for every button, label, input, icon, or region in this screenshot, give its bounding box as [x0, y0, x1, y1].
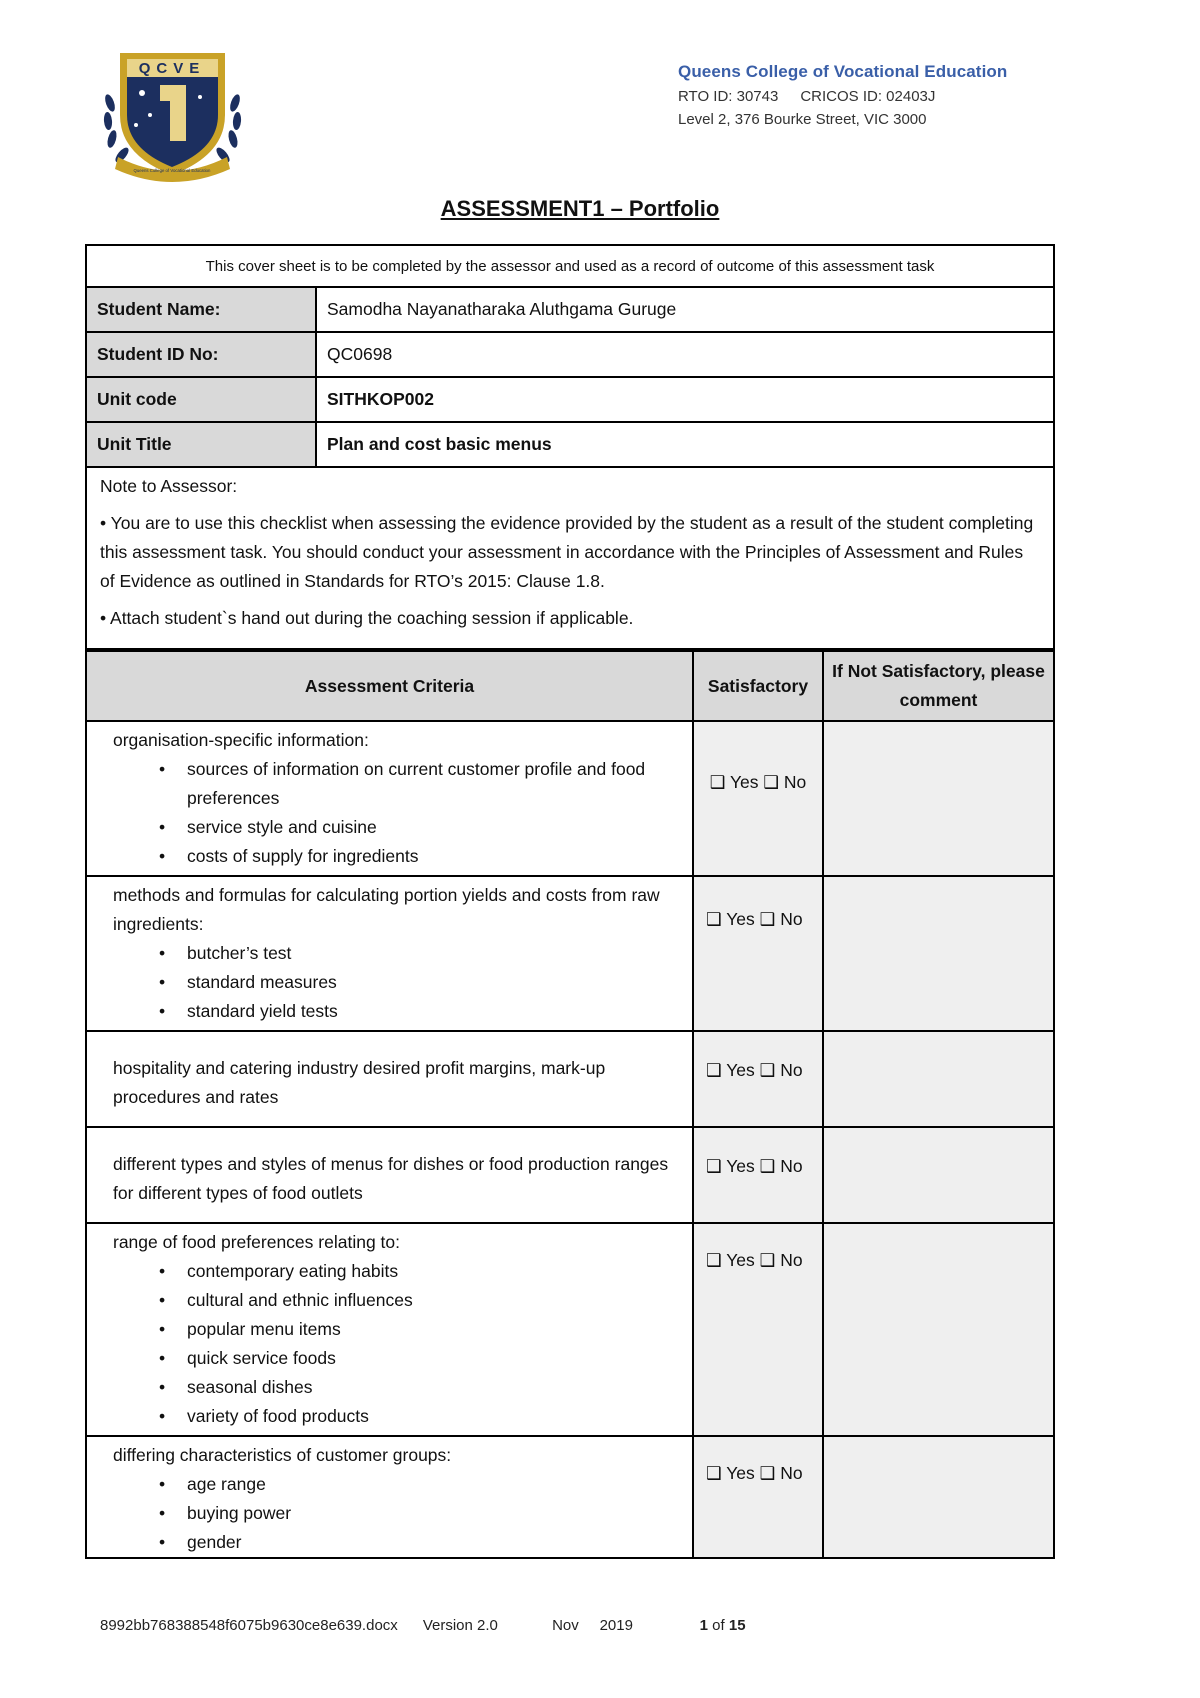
footer-of: of	[712, 1617, 725, 1634]
qcve-logo	[100, 45, 245, 185]
criteria-row	[86, 1031, 1054, 1127]
student-id-label: Student ID No:	[86, 332, 316, 377]
criteria-heading: different types and styles of menus for dishes or food production ranges for different types of food outlets	[113, 1154, 669, 1203]
criteria-heading: differing characteristics of customer groups:	[113, 1445, 452, 1465]
criteria-row	[86, 721, 1054, 876]
criteria-header: Assessment Criteria	[86, 651, 693, 721]
footer-version: Version 2.0	[422, 1617, 498, 1634]
assessor-note	[86, 467, 1054, 649]
yes-no-checkbox[interactable]: ❑ Yes ❑ No	[693, 1031, 823, 1127]
criteria-cell	[86, 1127, 693, 1223]
footer-page: 1	[699, 1617, 708, 1634]
cover-sheet-table	[85, 244, 1055, 650]
cricos-id: CRICOS ID: 02403J	[800, 88, 936, 105]
criteria-item: • popular menu items	[159, 1315, 682, 1344]
note-attach: • Attach student`s hand out during the coaching session if applicable.	[100, 608, 634, 628]
student-name-value: Samodha Nayanatharaka Aluthgama Guruge	[316, 287, 1054, 332]
criteria-row	[86, 1223, 1054, 1436]
criteria-item: • contemporary eating habits	[159, 1257, 682, 1286]
unit-title-value: Plan and cost basic menus	[316, 422, 1054, 467]
comment-cell[interactable]	[823, 721, 1054, 876]
criteria-item: • age range	[159, 1470, 682, 1499]
criteria-heading: organisation-specific information:	[113, 730, 369, 750]
footer-total: 15	[728, 1617, 746, 1634]
unit-code-label: Unit code	[86, 377, 316, 422]
satisfactory-header: Satisfactory	[693, 651, 823, 721]
student-id-value: QC0698	[316, 332, 1054, 377]
criteria-cell	[86, 1031, 693, 1127]
comment-cell[interactable]	[823, 1031, 1054, 1127]
student-name-label: Student Name:	[86, 287, 316, 332]
criteria-item: • costs of supply for ingredients	[159, 842, 682, 871]
criteria-item: • gender	[159, 1528, 682, 1557]
comment-header: If Not Satisfactory, please comment	[823, 651, 1054, 721]
note-checklist: • You are to use this checklist when assessing the evidence provided by the student as a result of the student completing this assessment task. You should conduct your assessment in accordance with the Principles of Assessment and Rules of Evidence as outlined in Standards for RTO’s 2015: Clause 1.8.	[100, 513, 1034, 591]
cover-intro: This cover sheet is to be completed by the assessor and used as a record of outcome of this assessment task	[86, 245, 1054, 287]
yes-no-checkbox[interactable]: ❑ Yes ❑ No	[693, 1127, 823, 1223]
criteria-cell	[86, 876, 693, 1031]
yes-no-checkbox[interactable]: ❑ Yes ❑ No	[693, 721, 823, 876]
footer-month: Nov	[552, 1617, 579, 1634]
criteria-cell	[86, 1436, 693, 1558]
criteria-item: • variety of food products	[159, 1402, 682, 1431]
criteria-item: • cultural and ethnic influences	[159, 1286, 682, 1315]
criteria-heading: methods and formulas for calculating portion yields and costs from raw ingredients:	[113, 885, 660, 934]
yes-no-checkbox[interactable]: ❑ Yes ❑ No	[693, 1436, 823, 1558]
rto-id: RTO ID: 30743	[678, 88, 779, 105]
college-ids	[678, 88, 1007, 105]
yes-no-checkbox[interactable]: ❑ Yes ❑ No	[693, 1223, 823, 1436]
unit-code-value: SITHKOP002	[316, 377, 1054, 422]
criteria-item: • sources of information on current customer profile and food preferences	[159, 755, 682, 813]
criteria-item: • quick service foods	[159, 1344, 682, 1373]
comment-cell[interactable]	[823, 1127, 1054, 1223]
criteria-item: • standard measures	[159, 968, 682, 997]
criteria-item: • seasonal dishes	[159, 1373, 682, 1402]
college-name: Queens College of Vocational Education	[678, 62, 1008, 81]
note-title: Note to Assessor:	[100, 476, 238, 496]
criteria-cell	[86, 1223, 693, 1436]
logo-letters: QCVE	[138, 60, 206, 77]
unit-title-label: Unit Title	[86, 422, 316, 467]
criteria-cell	[86, 721, 693, 876]
criteria-heading: hospitality and catering industry desired profit margins, mark-up procedures and rates	[113, 1058, 606, 1107]
criteria-row	[86, 1127, 1054, 1223]
footer-year: 2019	[599, 1617, 633, 1634]
criteria-row	[86, 1436, 1054, 1558]
college-address: Level 2, 376 Bourke Street, VIC 3000	[678, 111, 927, 128]
comment-cell[interactable]	[823, 876, 1054, 1031]
page-footer	[100, 1617, 746, 1634]
footer-filename: 8992bb768388548f6075b9630ce8e639.docx	[100, 1617, 398, 1634]
page-title: ASSESSMENT1 – Portfolio	[440, 196, 720, 221]
comment-cell[interactable]	[823, 1223, 1054, 1436]
criteria-heading: range of food preferences relating to:	[113, 1232, 400, 1252]
comment-cell[interactable]	[823, 1436, 1054, 1558]
yes-no-checkbox[interactable]: ❑ Yes ❑ No	[693, 876, 823, 1031]
logo-ribbon-text: Queens College of Vocational Education	[133, 168, 211, 173]
criteria-row	[86, 876, 1054, 1031]
criteria-item: • butcher’s test	[159, 939, 682, 968]
criteria-item: • buying power	[159, 1499, 682, 1528]
assessment-criteria-table	[85, 650, 1055, 1559]
criteria-item: • service style and cuisine	[159, 813, 682, 842]
criteria-item: • standard yield tests	[159, 997, 682, 1026]
college-info	[678, 62, 1007, 128]
